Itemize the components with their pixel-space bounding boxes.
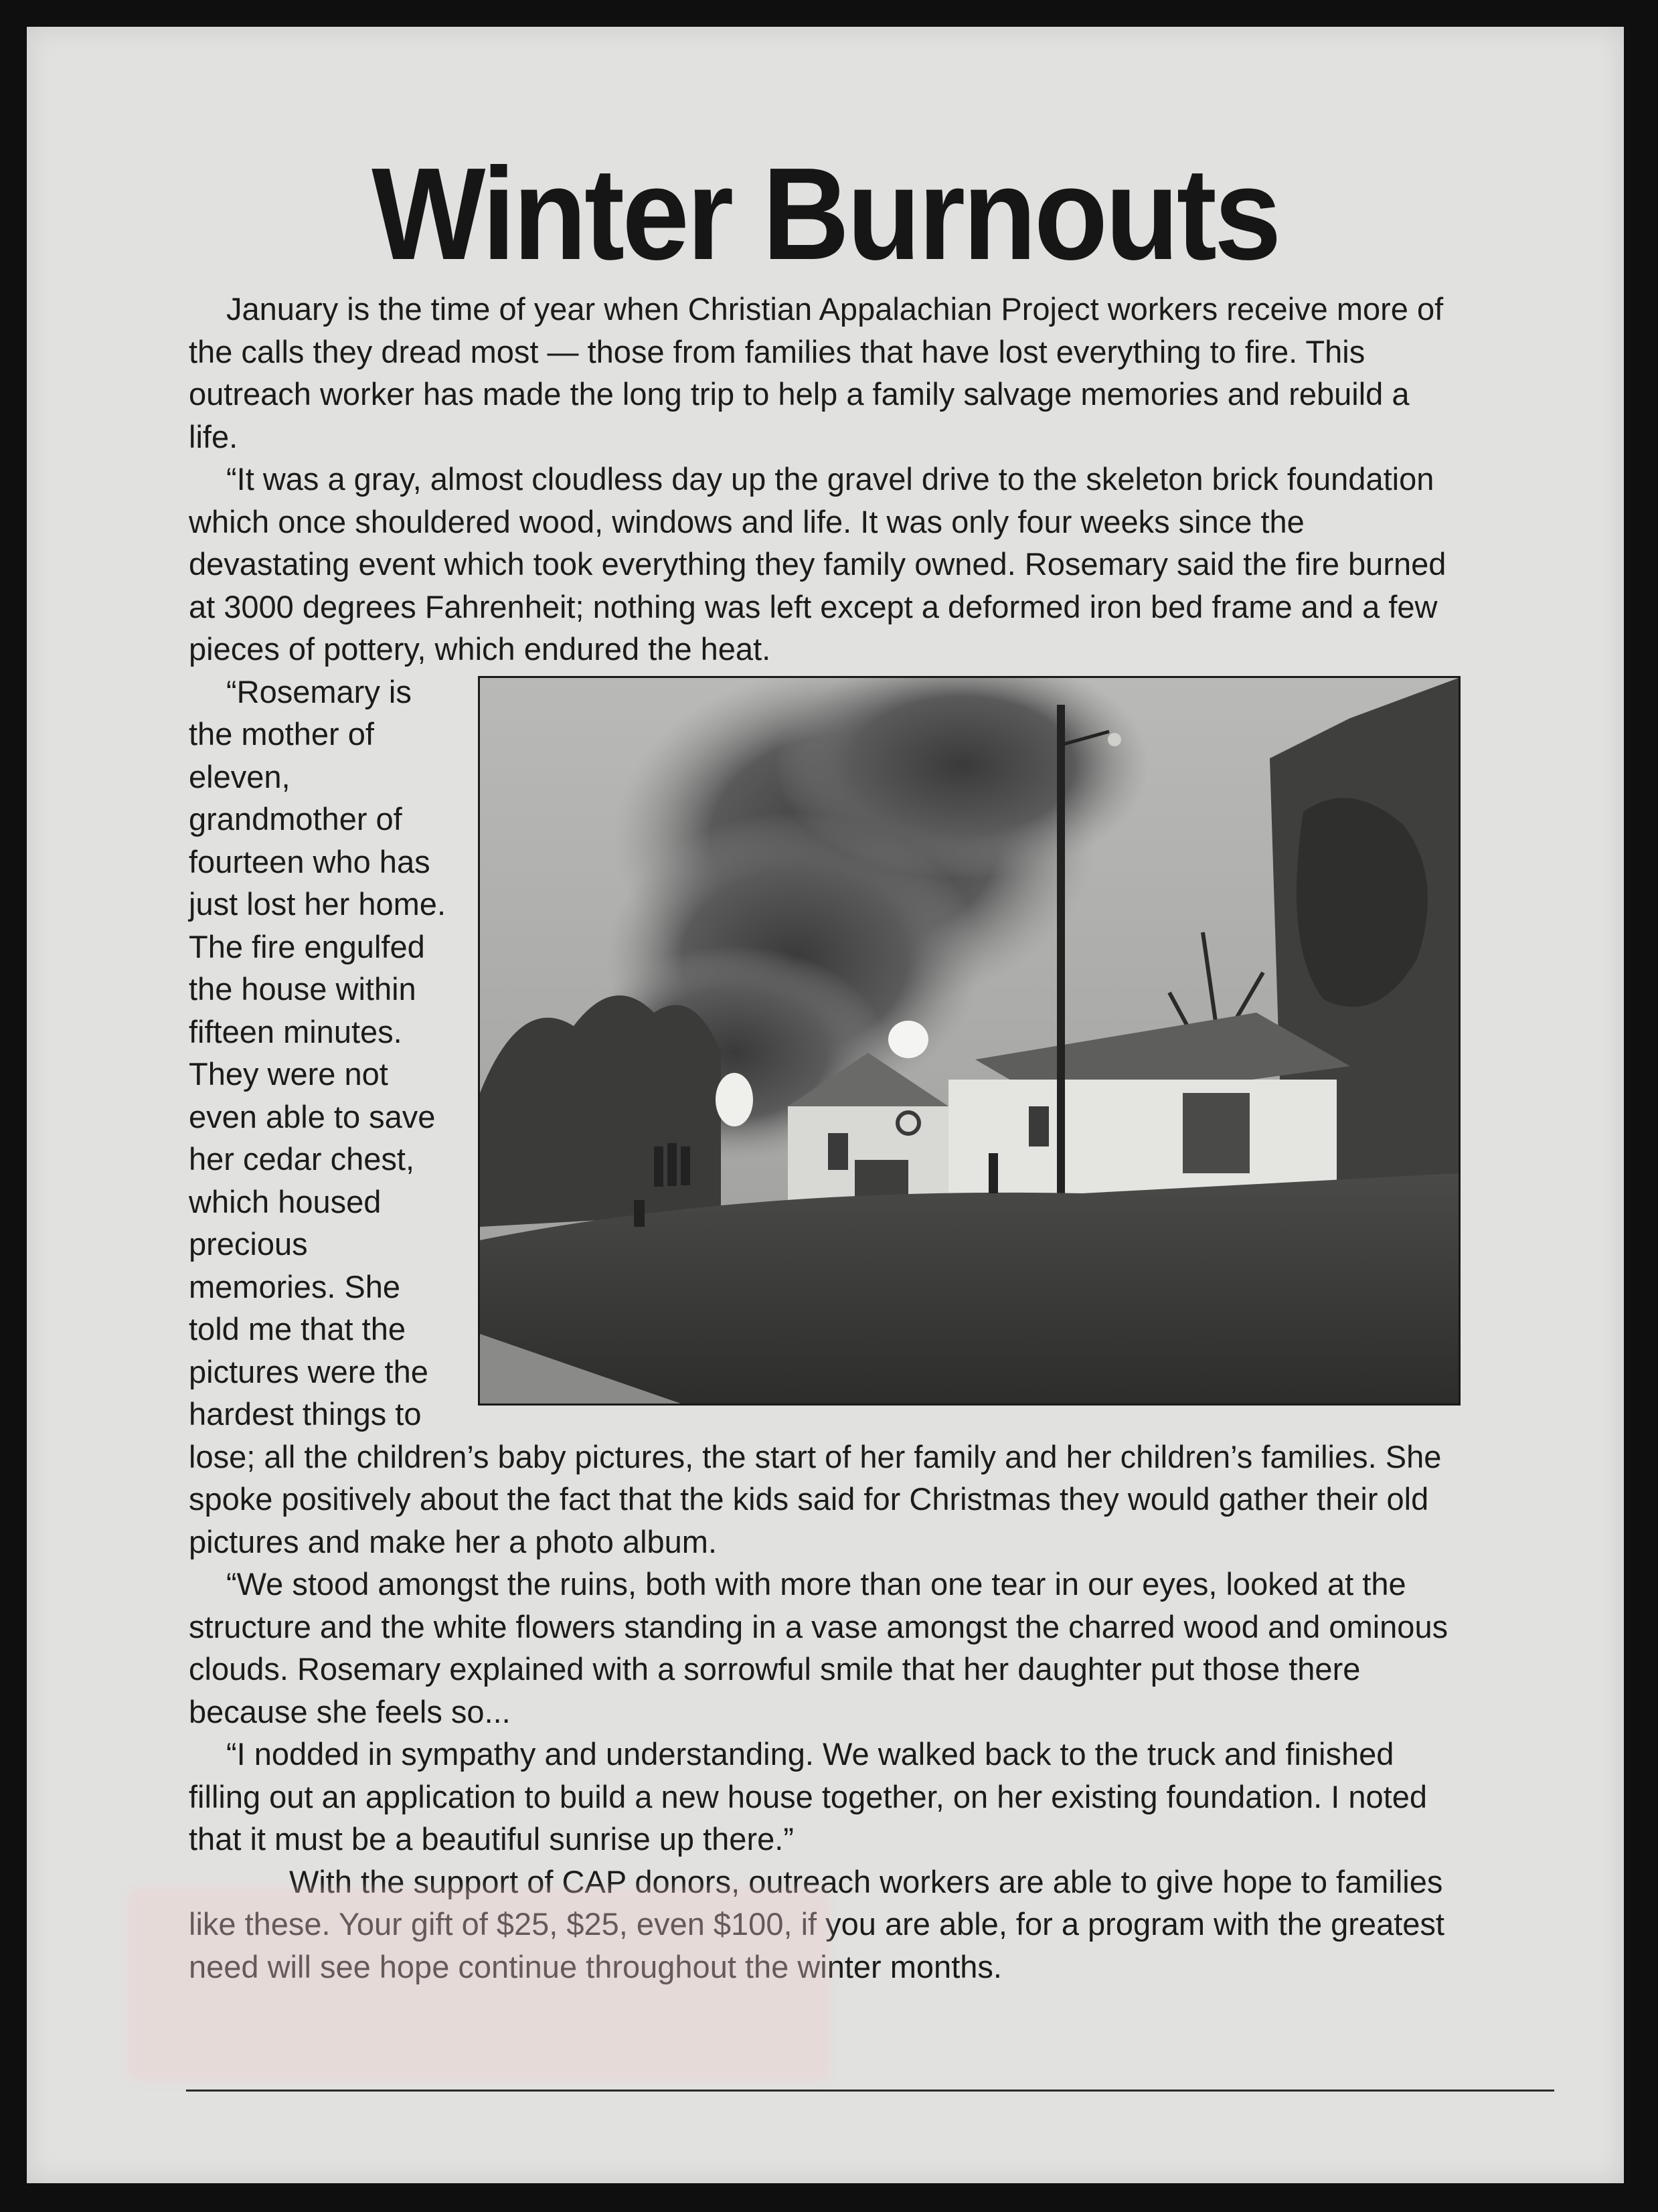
paper-stain [127,1887,830,2081]
paragraph-intro: January is the time of year when Christian Appalachian Project workers receive more of the calls they dread most — those from families that have lost everything to fire. This outreach worker has made the long trip to help a family salvage memories and rebuild a life. [189,291,1444,454]
paragraph-appeal: With the support of CAP donors, outreach workers are able to give hope to families like these. Your gift of $25, $25, even $100, if you are able, for a program with the greatest need will see hope continue throughout the winter months. [189,1863,1444,1984]
house-fire-image [480,678,1459,1403]
house-fire-photo [478,676,1461,1406]
paragraph-ruins: “We stood amongst the ruins, both with more than one tear in our eyes, looked at the structure and the white flowers standing in a vase amongst the charred wood and ominous clouds. Rosemary explained with a sorrowful smile that her daughter put those there because she feels so... [189,1566,1448,1729]
article-body [189,288,1461,1988]
article-title: Winter Burnouts [371,141,1279,287]
document-page [27,27,1624,2183]
paragraph-sympathy: “I nodded in sympathy and understanding. We walked back to the truck and finished filling out an application to build a new house together, on her existing foundation. I noted that it must be a beautiful sunrise up there.” [189,1736,1427,1857]
paragraph-gray-day: “It was a gray, almost cloudless day up the gravel drive to the skeleton brick foundation which once shouldered wood, windows and life. It was only four weeks since the devastating event which took everything they family owned. Rosemary said the fire burned at 3000 degrees Fahrenheit; nothing was left except a deformed iron bed frame and a few pieces of pottery, which endured the heat. [189,461,1446,667]
bottom-divider [186,2090,1554,2092]
paragraph-rosemary: “Rosemary is the mother of eleven, grandmother of fourteen who has just lost her home. The fire engulfed the house within fifteen minutes. They were not even able to save her cedar chest, which housed precious memories. She told me that the pictures were the hardest things to lose; all the children’s baby pictures, the start of her family and her children’s families. She spoke positively about the fact that the kids said for Christmas they would gather their old pictures and make her a photo album. [189,673,1442,1559]
